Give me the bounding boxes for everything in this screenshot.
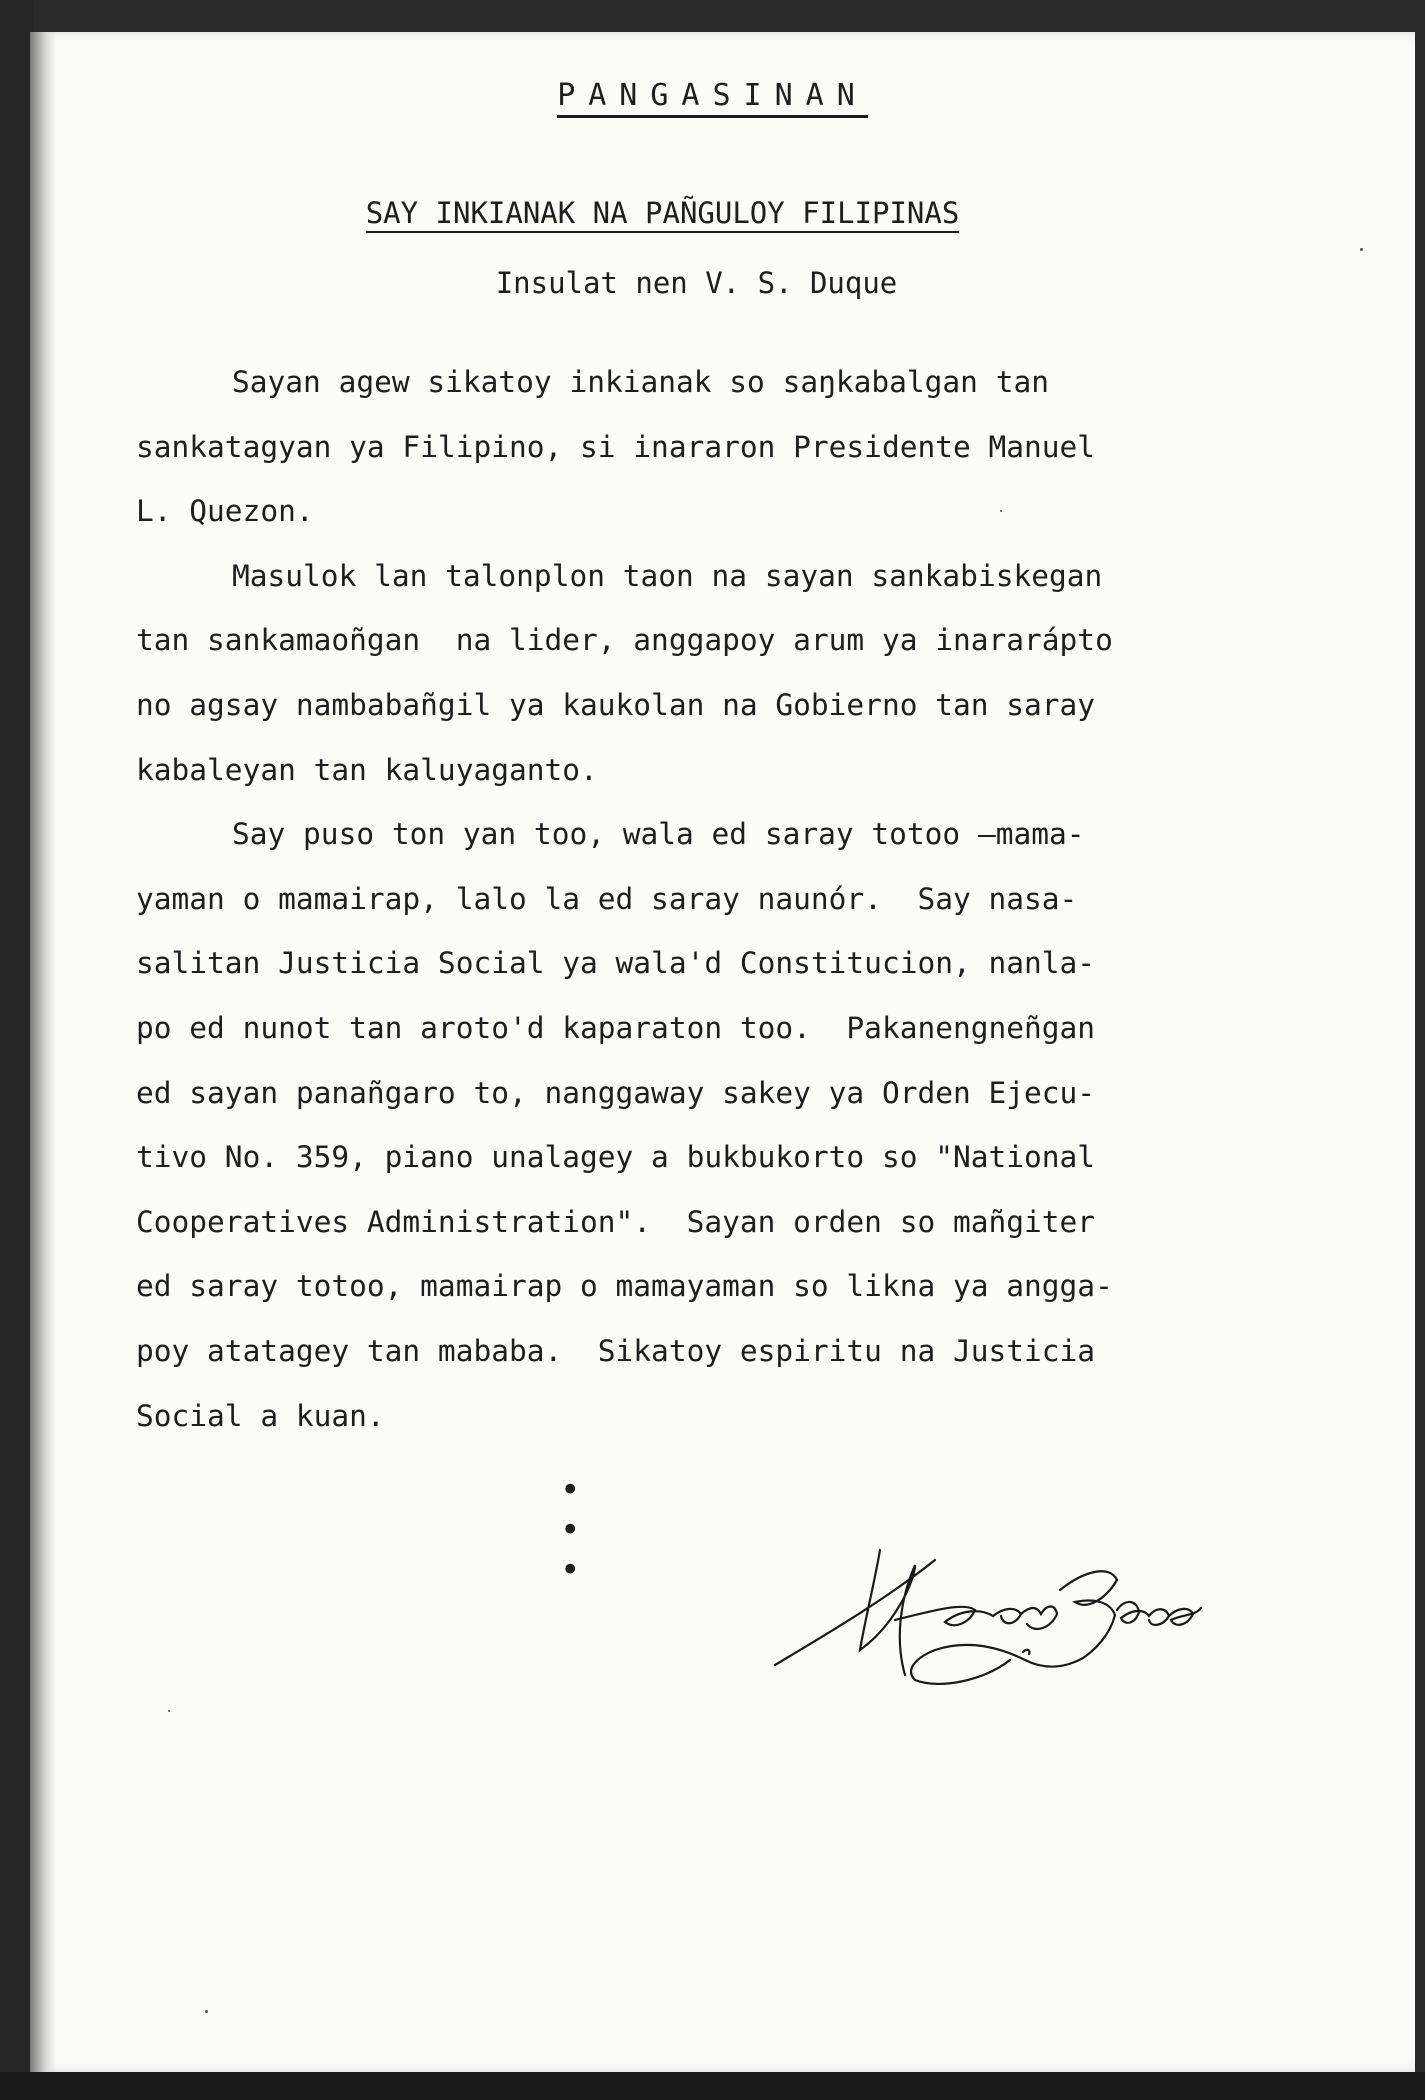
section-separator: • • •	[560, 1470, 641, 1590]
scan-speck	[205, 2010, 208, 2013]
body-line: kabaleyan tan kaluyaganto.	[136, 752, 598, 787]
page-shadow-edge	[30, 32, 56, 2072]
handwritten-signature	[765, 1540, 1205, 1690]
body-line: Say puso ton yan too, wala ed saray totoo —mama-	[232, 817, 1085, 852]
body-line: tivo No. 359, piano unalagey a bukbukorto so "National	[136, 1140, 1096, 1175]
body-line: ed sayan panañgaro to, nanggaway sakey ya Orden Ejecu-	[136, 1075, 1096, 1110]
document-title	[0, 78, 1425, 113]
scan-frame-top	[0, 0, 1425, 34]
body-line: no agsay nambabañgil ya kaukolan na Gobierno tan saray	[136, 687, 1096, 722]
document-title-text: PANGASINAN	[557, 78, 868, 118]
body-line: po ed nunot tan aroto'd kaparaton too. Pakanengneñgan	[136, 1010, 1096, 1045]
scan-speck	[1360, 248, 1363, 251]
scan-frame-left	[0, 0, 34, 2100]
scan-speck	[168, 1710, 170, 1712]
body-line: yaman o mamairap, lalo la ed saray naunór. Say nasa-	[136, 881, 1078, 916]
body-line: Sayan agew sikatoy inkianak so saŋkabalgan tan	[232, 365, 1049, 399]
body-text	[136, 358, 1236, 1456]
scan-speck	[1000, 510, 1002, 512]
body-line: tan sankamaoñgan na lider, anggapoy arum ya inararápto	[136, 623, 1113, 658]
body-line: sankatagyan ya Filipino, si inararon Presidente Manuel	[136, 429, 1096, 464]
author-line: Insulat nen V. S. Duque	[495, 266, 898, 300]
scan-frame-bottom	[0, 2072, 1425, 2100]
body-line: Masulok lan talonplon taon na sayan sankabiskegan	[232, 558, 1103, 593]
body-line: L. Quezon.	[136, 494, 314, 529]
body-line: Cooperatives Administration". Sayan orden so mañgiter	[136, 1204, 1096, 1239]
document-subtitle	[0, 196, 1375, 230]
body-line: ed saray totoo, mamairap o mamayaman so likna ya angga-	[136, 1269, 1113, 1304]
body-line: salitan Justicia Social ya wala'd Constitucion, nanla-	[136, 946, 1096, 981]
scan-frame-right	[1415, 0, 1425, 2100]
body-line: Social a kuan.	[136, 1398, 385, 1433]
document-subtitle-text: SAY INKIANAK NA PAÑGULOY FILIPINAS	[366, 196, 960, 233]
body-line: poy atatagey tan mababa. Sikatoy espiritu na Justicia	[136, 1333, 1096, 1368]
